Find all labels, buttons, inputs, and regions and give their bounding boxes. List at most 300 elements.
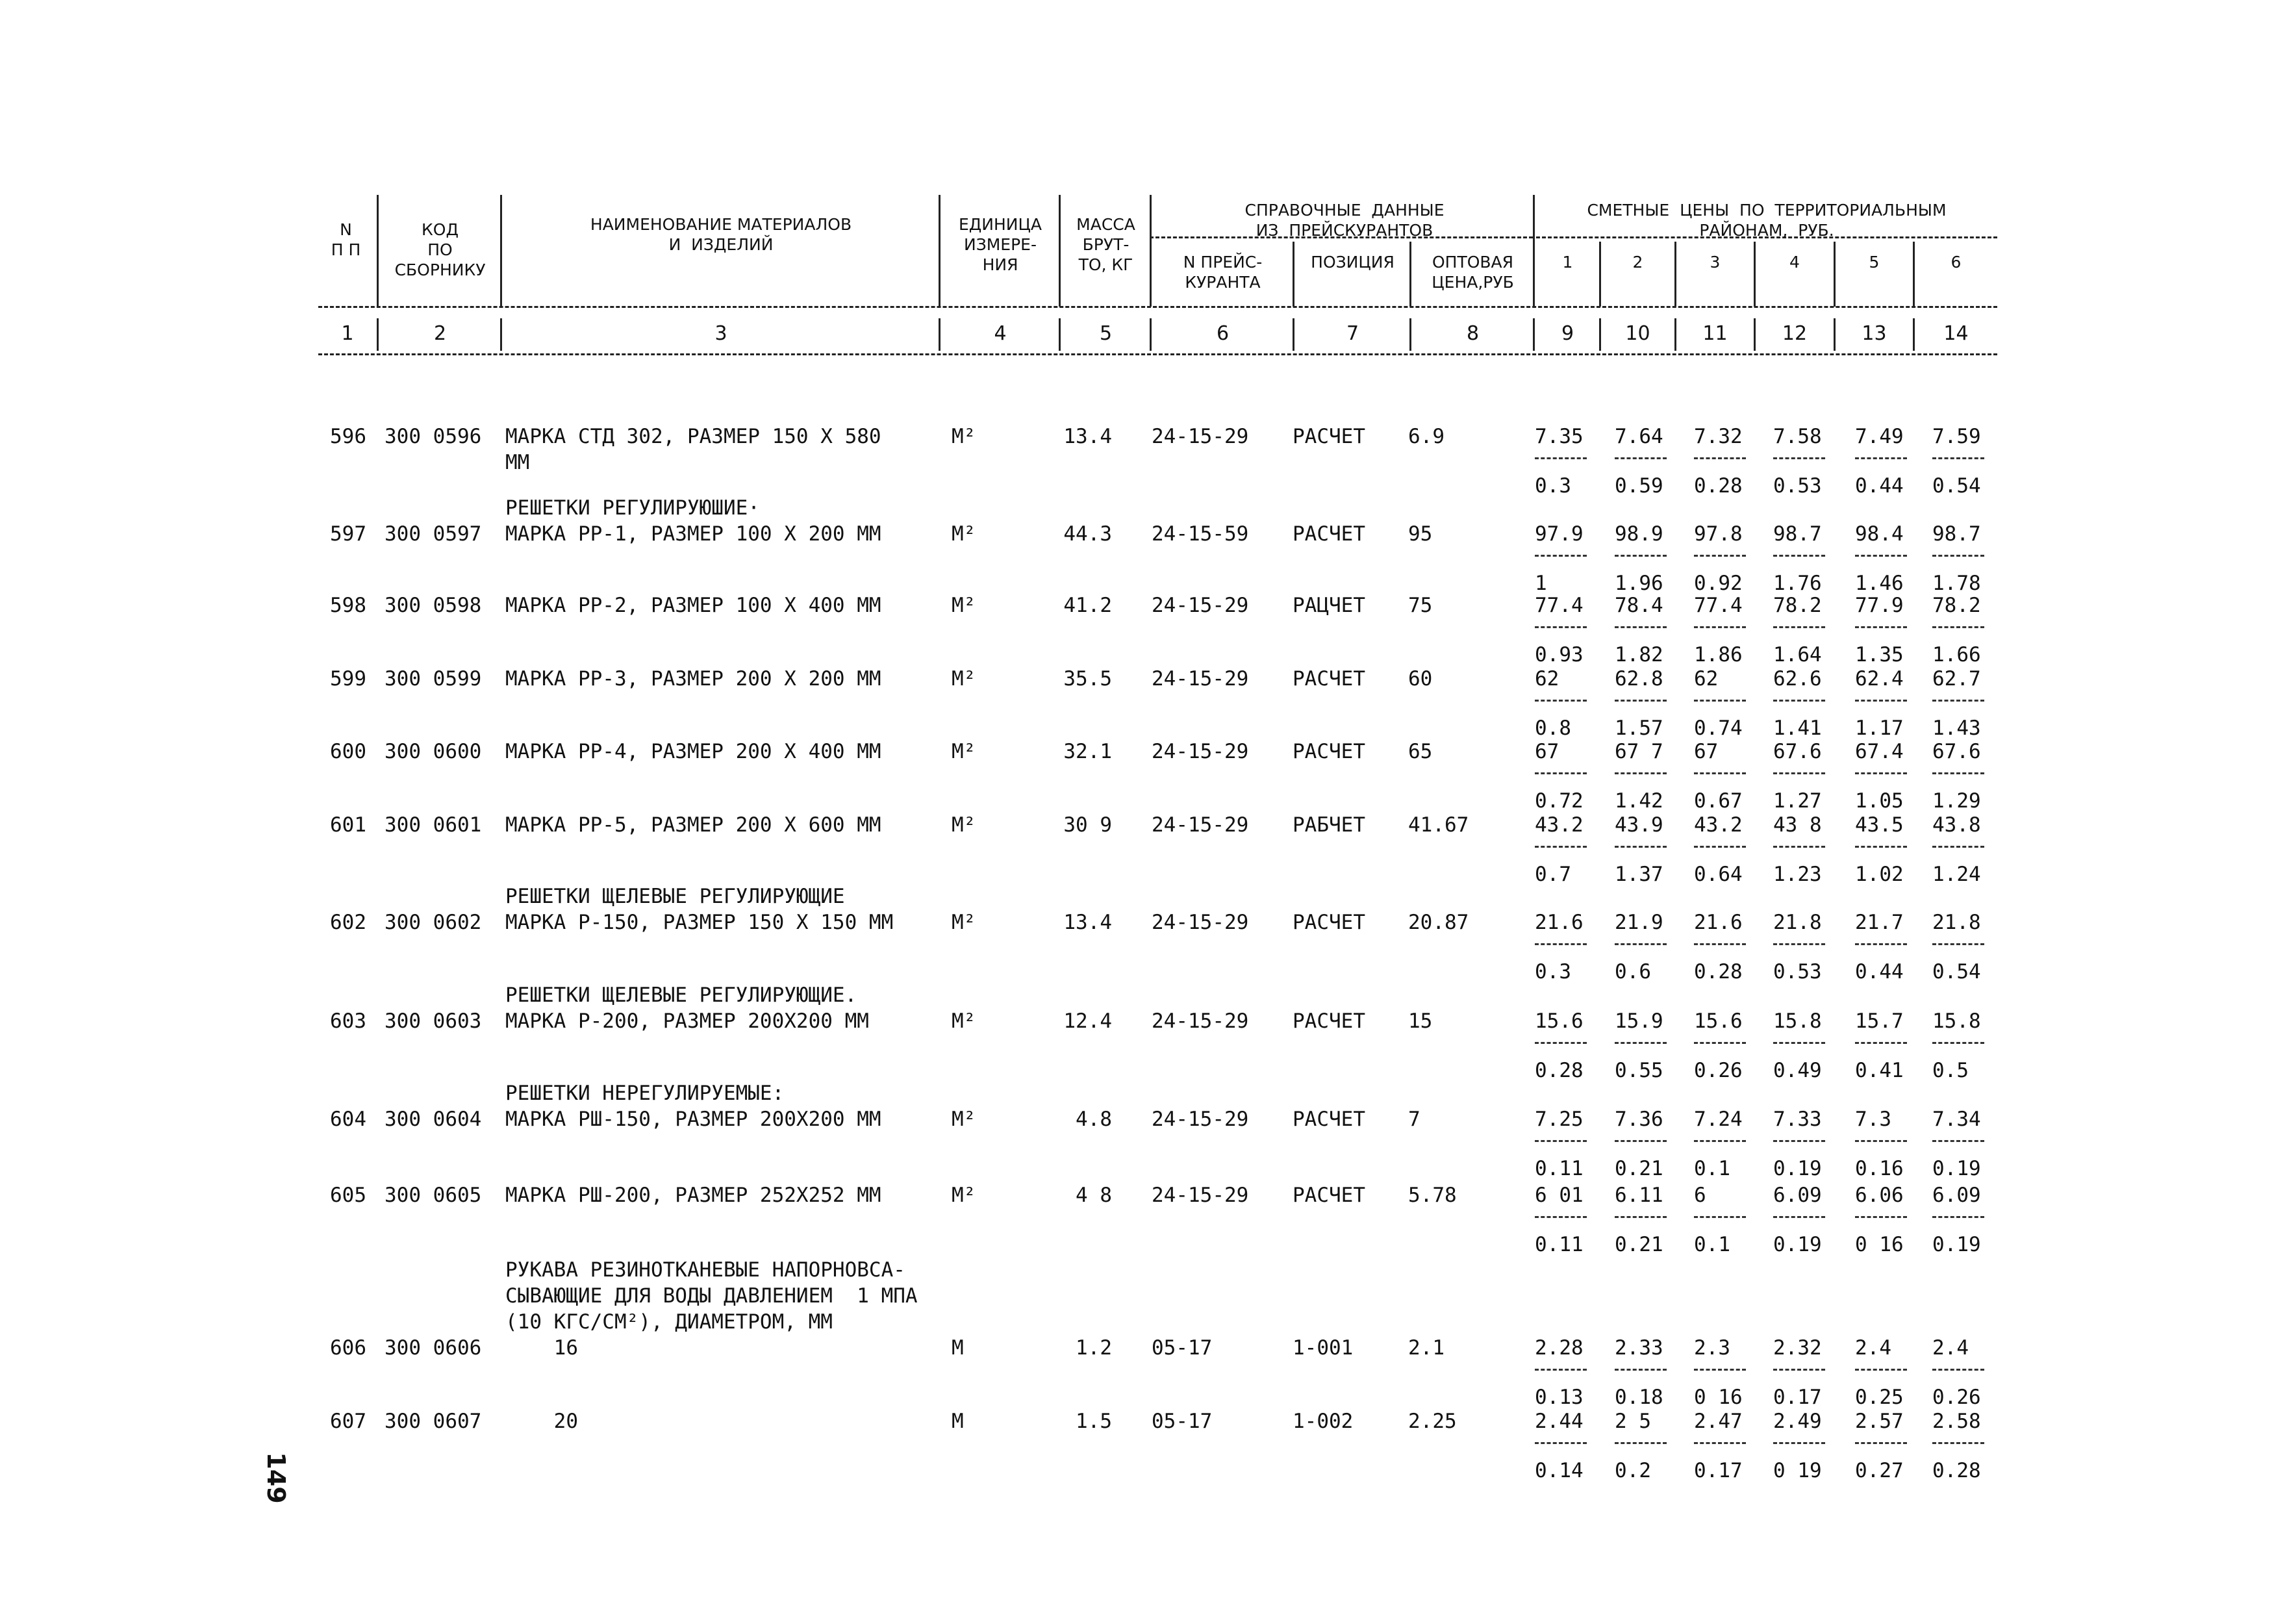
row-name: МАРКА РР-5, РАЗМЕР 200 Х 600 ММ — [505, 813, 881, 837]
row-price-district-3: 67 — [1694, 740, 1719, 763]
fraction-line — [1615, 457, 1667, 459]
column-number-8: 8 — [1466, 322, 1480, 345]
row-wage-district-4: 0.17 — [1773, 1386, 1822, 1409]
row-wage-district-2: 0.6 — [1615, 960, 1651, 983]
row-price-district-4: 7.33 — [1773, 1108, 1822, 1131]
column-number-14: 14 — [1943, 322, 1969, 345]
header-divider — [939, 195, 941, 307]
row-wage-district-5: 1.02 — [1855, 863, 1904, 886]
row-wage-district-2: 0.2 — [1615, 1459, 1651, 1482]
column-number-divider — [1409, 318, 1411, 351]
column-number-divider — [1150, 318, 1152, 351]
row-wage-district-5: 1.05 — [1855, 789, 1904, 813]
fraction-line — [1932, 700, 1984, 702]
row-price-district-5: 77.9 — [1855, 594, 1904, 617]
fraction-line — [1773, 457, 1825, 459]
row-mass: 44.3 — [1063, 522, 1112, 546]
row-wholesale-price: 2.1 — [1408, 1336, 1445, 1360]
fraction-line — [1535, 1042, 1587, 1044]
row-price-district-5: 2.4 — [1855, 1336, 1891, 1360]
row-wage-district-1: 0.28 — [1535, 1059, 1584, 1082]
row-position: 1-001 — [1293, 1336, 1354, 1360]
row-code: 300 0601 — [385, 813, 482, 837]
row-price-district-4: 2.49 — [1773, 1410, 1822, 1433]
row-position: РАСЧЕТ — [1293, 1108, 1365, 1131]
fraction-line — [1694, 700, 1746, 702]
row-unit: М — [952, 1336, 964, 1360]
fraction-line — [1535, 626, 1587, 628]
row-name: РЕШЕТКИ НЕРЕГУЛИРУЕМЫЕ: МАРКА РШ-150, РАЗМЕР 200Х200 ММ — [505, 1082, 881, 1131]
row-wage-district-3: 0.26 — [1694, 1059, 1743, 1082]
row-wage-district-4: 0.53 — [1773, 474, 1822, 498]
fraction-line — [1615, 1216, 1667, 1218]
fraction-line — [1615, 1042, 1667, 1044]
header-divider — [377, 195, 379, 307]
fraction-line — [1773, 700, 1825, 702]
column-number-1: 1 — [341, 322, 354, 345]
row-price-list: 24-15-59 — [1152, 522, 1249, 546]
row-price-district-3: 43.2 — [1694, 813, 1743, 837]
row-price-district-6: 78.2 — [1932, 594, 1981, 617]
fraction-line — [1615, 555, 1667, 557]
fraction-line — [1932, 846, 1984, 848]
row-price-list: 24-15-29 — [1152, 740, 1249, 763]
row-wage-district-4: 0.19 — [1773, 1233, 1822, 1256]
column-number-13: 13 — [1862, 322, 1887, 345]
row-price-district-1: 62 — [1535, 667, 1559, 691]
row-price-district-5: 21.7 — [1855, 911, 1904, 934]
row-code: 300 0604 — [385, 1108, 482, 1131]
row-wholesale-price: 95 — [1408, 522, 1433, 546]
row-name: 20 — [505, 1410, 578, 1433]
fraction-line — [1855, 1369, 1907, 1371]
row-unit: М² — [952, 1108, 976, 1131]
fraction-line — [1535, 1216, 1587, 1218]
row-code: 300 0607 — [385, 1410, 482, 1433]
row-position: РАСЧЕТ — [1293, 1009, 1365, 1033]
row-wage-district-5: 0.27 — [1855, 1459, 1904, 1482]
column-number-3: 3 — [714, 322, 727, 345]
row-price-district-4: 6.09 — [1773, 1184, 1822, 1207]
row-wage-district-2: 0.55 — [1615, 1059, 1663, 1082]
row-mass: 12.4 — [1063, 1009, 1112, 1033]
row-price-district-3: 97.8 — [1694, 522, 1743, 546]
row-position: РАЦЧЕТ — [1293, 594, 1365, 617]
column-number-divider — [377, 318, 379, 351]
header-position: ПОЗИЦИЯ — [1311, 253, 1395, 272]
row-wage-district-1: 1 — [1535, 572, 1547, 595]
row-wholesale-price: 6.9 — [1408, 425, 1445, 448]
row-number: 598 — [330, 594, 366, 617]
fraction-line — [1535, 1140, 1587, 1142]
fraction-line — [1932, 772, 1984, 774]
row-wage-district-6: 0.19 — [1932, 1233, 1981, 1256]
row-price-district-5: 7.3 — [1855, 1108, 1891, 1131]
row-price-district-5: 67.4 — [1855, 740, 1904, 763]
fraction-line — [1694, 1042, 1746, 1044]
row-code: 300 0602 — [385, 911, 482, 934]
row-code: 300 0600 — [385, 740, 482, 763]
row-wage-district-6: 0.5 — [1932, 1059, 1969, 1082]
row-price-district-5: 2.57 — [1855, 1410, 1904, 1433]
row-unit: М² — [952, 522, 976, 546]
row-price-district-2: 2 5 — [1615, 1410, 1651, 1433]
fraction-line — [1535, 555, 1587, 557]
row-code: 300 0605 — [385, 1184, 482, 1207]
fraction-line — [1615, 772, 1667, 774]
row-price-district-5: 7.49 — [1855, 425, 1904, 448]
fraction-line — [1855, 1216, 1907, 1218]
row-price-district-4: 7.58 — [1773, 425, 1822, 448]
column-number-11: 11 — [1702, 322, 1728, 345]
row-wage-district-6: 0.54 — [1932, 474, 1981, 498]
fraction-line — [1932, 1442, 1984, 1444]
row-wage-district-1: 0.3 — [1535, 960, 1571, 983]
row-wage-district-2: 1.82 — [1615, 643, 1663, 666]
row-number: 606 — [330, 1336, 366, 1360]
row-price-district-6: 7.34 — [1932, 1108, 1981, 1131]
fraction-line — [1694, 555, 1746, 557]
row-number: 604 — [330, 1108, 366, 1131]
header-district-3: 3 — [1710, 253, 1721, 272]
row-price-district-5: 62.4 — [1855, 667, 1904, 691]
row-wage-district-6: 0.54 — [1932, 960, 1981, 983]
row-price-district-4: 2.32 — [1773, 1336, 1822, 1360]
row-wage-district-1: 0.8 — [1535, 717, 1571, 740]
row-number: 600 — [330, 740, 366, 763]
fraction-line — [1694, 1216, 1746, 1218]
row-mass: 4.8 — [1076, 1108, 1112, 1131]
row-price-district-6: 6.09 — [1932, 1184, 1981, 1207]
row-price-district-4: 98.7 — [1773, 522, 1822, 546]
column-number-7: 7 — [1346, 322, 1359, 345]
row-unit: М² — [952, 1009, 976, 1033]
fraction-line — [1773, 1140, 1825, 1142]
row-code: 300 0597 — [385, 522, 482, 546]
header-district-4: 4 — [1789, 253, 1800, 272]
row-price-district-1: 77.4 — [1535, 594, 1584, 617]
row-price-district-2: 21.9 — [1615, 911, 1663, 934]
fraction-line — [1855, 943, 1907, 945]
row-name: РЕШЕТКИ ЩЕЛЕВЫЕ РЕГУЛИРУЮЩИЕ. МАРКА Р-200, РАЗМЕР 200Х200 ММ — [505, 983, 869, 1033]
column-numbers-rule — [318, 353, 1997, 355]
fraction-line — [1535, 943, 1587, 945]
row-wage-district-4: 0.49 — [1773, 1059, 1822, 1082]
row-code: 300 0599 — [385, 667, 482, 691]
column-number-divider — [1533, 318, 1535, 351]
row-wage-district-1: 0.11 — [1535, 1157, 1584, 1180]
row-price-district-4: 15.8 — [1773, 1009, 1822, 1033]
row-price-district-3: 15.6 — [1694, 1009, 1743, 1033]
row-unit: М — [952, 1410, 964, 1433]
fraction-line — [1855, 555, 1907, 557]
row-price-district-4: 67.6 — [1773, 740, 1822, 763]
header-district-6: 6 — [1950, 253, 1962, 272]
row-price-district-6: 15.8 — [1932, 1009, 1981, 1033]
fraction-line — [1615, 1140, 1667, 1142]
row-unit: М² — [952, 594, 976, 617]
fraction-line — [1773, 846, 1825, 848]
row-price-list: 24-15-29 — [1152, 1108, 1249, 1131]
row-wholesale-price: 7 — [1408, 1108, 1420, 1131]
fraction-line — [1773, 1042, 1825, 1044]
row-unit: М² — [952, 813, 976, 837]
row-wage-district-6: 1.29 — [1932, 789, 1981, 813]
header-divider — [1293, 242, 1294, 307]
fraction-line — [1535, 772, 1587, 774]
row-wage-district-1: 0.11 — [1535, 1233, 1584, 1256]
column-number-4: 4 — [994, 322, 1007, 345]
row-price-district-3: 7.32 — [1694, 425, 1743, 448]
row-mass: 13.4 — [1063, 911, 1112, 934]
row-wage-district-2: 1.57 — [1615, 717, 1663, 740]
header-divider — [1674, 242, 1676, 307]
row-position: РАСЧЕТ — [1293, 425, 1365, 448]
fraction-line — [1855, 846, 1907, 848]
row-price-district-3: 62 — [1694, 667, 1719, 691]
row-price-district-2: 2.33 — [1615, 1336, 1663, 1360]
row-wage-district-3: 0.74 — [1694, 717, 1743, 740]
column-number-divider — [939, 318, 941, 351]
row-code: 300 0598 — [385, 594, 482, 617]
row-price-district-2: 62.8 — [1615, 667, 1663, 691]
fraction-line — [1932, 943, 1984, 945]
row-mass: 35.5 — [1063, 667, 1112, 691]
row-wage-district-5: 0.44 — [1855, 960, 1904, 983]
fraction-line — [1932, 1042, 1984, 1044]
row-price-district-6: 62.7 — [1932, 667, 1981, 691]
row-wage-district-4: 1.76 — [1773, 572, 1822, 595]
row-wage-district-3: 0.28 — [1694, 960, 1743, 983]
row-position: РАСЧЕТ — [1293, 667, 1365, 691]
fraction-line — [1694, 772, 1746, 774]
row-price-district-1: 2.28 — [1535, 1336, 1584, 1360]
header-divider — [1409, 242, 1411, 307]
fraction-line — [1773, 1216, 1825, 1218]
header-unit: ЕДИНИЦА ИЗМЕРЕ- НИЯ — [958, 215, 1042, 274]
row-price-district-2: 78.4 — [1615, 594, 1663, 617]
row-wholesale-price: 5.78 — [1408, 1184, 1457, 1207]
row-price-list: 05-17 — [1152, 1410, 1213, 1433]
row-price-district-2: 6.11 — [1615, 1184, 1663, 1207]
fraction-line — [1932, 555, 1984, 557]
header-price-list: N ПРЕЙС- КУРАНТА — [1183, 253, 1263, 292]
row-price-district-2: 43.9 — [1615, 813, 1663, 837]
row-unit: М² — [952, 1184, 976, 1207]
row-price-district-2: 7.36 — [1615, 1108, 1663, 1131]
row-wage-district-4: 1.41 — [1773, 717, 1822, 740]
fraction-line — [1694, 1140, 1746, 1142]
row-price-district-3: 2.3 — [1694, 1336, 1730, 1360]
row-wage-district-6: 0.28 — [1932, 1459, 1981, 1482]
row-wage-district-6: 1.43 — [1932, 717, 1981, 740]
row-wage-district-4: 1.27 — [1773, 789, 1822, 813]
fraction-line — [1773, 1369, 1825, 1371]
row-wage-district-3: 0.92 — [1694, 572, 1743, 595]
row-position: РАСЧЕТ — [1293, 740, 1365, 763]
column-number-6: 6 — [1216, 322, 1230, 345]
row-code: 300 0603 — [385, 1009, 482, 1033]
fraction-line — [1615, 626, 1667, 628]
row-wage-district-1: 0.3 — [1535, 474, 1571, 498]
fraction-line — [1773, 772, 1825, 774]
row-price-list: 24-15-29 — [1152, 594, 1249, 617]
header-divider — [1059, 195, 1061, 307]
fraction-line — [1694, 846, 1746, 848]
row-price-district-3: 6 — [1694, 1184, 1706, 1207]
column-number-divider — [500, 318, 502, 351]
row-wage-district-5: 0.44 — [1855, 474, 1904, 498]
header-reference-group: СПРАВОЧНЫЕ ДАННЫЕ ИЗ ПРЕЙСКУРАНТОВ — [1244, 201, 1445, 240]
row-wholesale-price: 2.25 — [1408, 1410, 1457, 1433]
row-price-district-2: 15.9 — [1615, 1009, 1663, 1033]
header-divider — [1599, 242, 1601, 307]
row-price-district-1: 2.44 — [1535, 1410, 1584, 1433]
fraction-line — [1615, 700, 1667, 702]
header-divider — [1913, 242, 1915, 307]
row-wage-district-2: 0.18 — [1615, 1386, 1663, 1409]
row-price-district-5: 43.5 — [1855, 813, 1904, 837]
row-price-district-2: 67 7 — [1615, 740, 1663, 763]
row-mass: 4 8 — [1076, 1184, 1112, 1207]
fraction-line — [1615, 943, 1667, 945]
row-wage-district-6: 1.24 — [1932, 863, 1981, 886]
row-price-district-1: 7.25 — [1535, 1108, 1584, 1131]
fraction-line — [1535, 1369, 1587, 1371]
row-wage-district-3: 0.67 — [1694, 789, 1743, 813]
header-divider — [500, 195, 502, 307]
fraction-line — [1932, 1216, 1984, 1218]
fraction-line — [1855, 457, 1907, 459]
row-wage-district-4: 0 19 — [1773, 1459, 1822, 1482]
header-district-2: 2 — [1632, 253, 1643, 272]
row-price-district-6: 98.7 — [1932, 522, 1981, 546]
row-price-district-2: 7.64 — [1615, 425, 1663, 448]
row-wage-district-2: 1.96 — [1615, 572, 1663, 595]
column-number-divider — [1293, 318, 1294, 351]
fraction-line — [1773, 626, 1825, 628]
row-position: РАСЧЕТ — [1293, 1184, 1365, 1207]
page-number: 149 — [262, 1452, 290, 1504]
row-wage-district-4: 0.19 — [1773, 1157, 1822, 1180]
row-price-district-1: 7.35 — [1535, 425, 1584, 448]
row-wholesale-price: 15 — [1408, 1009, 1433, 1033]
row-price-list: 24-15-29 — [1152, 813, 1249, 837]
row-position: РАБЧЕТ — [1293, 813, 1365, 837]
row-wage-district-5: 1.35 — [1855, 643, 1904, 666]
row-wage-district-3: 0.17 — [1694, 1459, 1743, 1482]
row-price-district-1: 43.2 — [1535, 813, 1584, 837]
header-code: КОД ПО СБОРНИКУ — [394, 220, 486, 279]
row-wage-district-5: 1.46 — [1855, 572, 1904, 595]
row-wage-district-2: 0.59 — [1615, 474, 1663, 498]
row-wage-district-1: 0.72 — [1535, 789, 1584, 813]
row-price-district-3: 2.47 — [1694, 1410, 1743, 1433]
column-number-2: 2 — [433, 322, 447, 345]
fraction-line — [1855, 700, 1907, 702]
row-wage-district-2: 0.21 — [1615, 1157, 1663, 1180]
row-price-district-1: 21.6 — [1535, 911, 1584, 934]
fraction-line — [1535, 846, 1587, 848]
row-price-list: 05-17 — [1152, 1336, 1213, 1360]
row-number: 607 — [330, 1410, 366, 1433]
header-row-number: N П П — [331, 220, 361, 259]
row-position: 1-002 — [1293, 1410, 1354, 1433]
row-number: 599 — [330, 667, 366, 691]
row-price-district-1: 15.6 — [1535, 1009, 1584, 1033]
header-divider — [1754, 242, 1756, 307]
row-wage-district-2: 1.37 — [1615, 863, 1663, 886]
row-price-list: 24-15-29 — [1152, 1009, 1249, 1033]
fraction-line — [1855, 626, 1907, 628]
row-unit: М² — [952, 425, 976, 448]
row-price-district-3: 7.24 — [1694, 1108, 1743, 1131]
row-name: МАРКА РШ-200, РАЗМЕР 252Х252 ММ — [505, 1184, 881, 1207]
header-mass: МАССА БРУТ- ТО, КГ — [1076, 215, 1135, 274]
fraction-line — [1855, 1140, 1907, 1142]
fraction-line — [1855, 772, 1907, 774]
row-price-district-6: 21.8 — [1932, 911, 1981, 934]
row-wage-district-1: 0.14 — [1535, 1459, 1584, 1482]
row-wage-district-4: 0.53 — [1773, 960, 1822, 983]
fraction-line — [1932, 626, 1984, 628]
row-wage-district-2: 1.42 — [1615, 789, 1663, 813]
header-district-5: 5 — [1869, 253, 1880, 272]
row-mass: 13.4 — [1063, 425, 1112, 448]
fraction-line — [1694, 626, 1746, 628]
row-wage-district-6: 1.66 — [1932, 643, 1981, 666]
row-name: РУКАВА РЕЗИНОТКАНЕВЫЕ НАПОРНОВСА- СЫВАЮЩИЕ ДЛЯ ВОДЫ ДАВЛЕНИЕМ 1 МПА (10 КГС/СМ²), ДИАМЕТРОМ, ММ 16 — [505, 1258, 918, 1360]
header-wholesale-price: ОПТОВАЯ ЦЕНА,РУБ — [1432, 253, 1514, 292]
fraction-line — [1615, 1369, 1667, 1371]
row-wage-district-1: 0.7 — [1535, 863, 1571, 886]
row-number: 603 — [330, 1009, 366, 1033]
fraction-line — [1855, 1042, 1907, 1044]
row-position: РАСЧЕТ — [1293, 911, 1365, 934]
row-unit: М² — [952, 911, 976, 934]
row-wage-district-3: 0.28 — [1694, 474, 1743, 498]
row-price-district-5: 98.4 — [1855, 522, 1904, 546]
fraction-line — [1773, 943, 1825, 945]
row-wage-district-5: 1.17 — [1855, 717, 1904, 740]
row-wholesale-price: 75 — [1408, 594, 1433, 617]
row-mass: 41.2 — [1063, 594, 1112, 617]
row-unit: М² — [952, 667, 976, 691]
row-name: РЕШЕТКИ ЩЕЛЕВЫЕ РЕГУЛИРУЮЩИЕ МАРКА Р-150, РАЗМЕР 150 Х 150 ММ — [505, 885, 894, 934]
fraction-line — [1694, 1442, 1746, 1444]
row-name: МАРКА РР-4, РАЗМЕР 200 Х 400 ММ — [505, 740, 881, 763]
row-price-district-1: 6 01 — [1535, 1184, 1584, 1207]
row-mass: 30 9 — [1063, 813, 1112, 837]
row-mass: 1.5 — [1076, 1410, 1112, 1433]
row-code: 300 0596 — [385, 425, 482, 448]
row-price-list: 24-15-29 — [1152, 911, 1249, 934]
row-price-district-1: 67 — [1535, 740, 1559, 763]
row-wage-district-5: 0 16 — [1855, 1233, 1904, 1256]
row-price-district-3: 77.4 — [1694, 594, 1743, 617]
column-number-divider — [1059, 318, 1061, 351]
fraction-line — [1694, 1369, 1746, 1371]
row-price-district-3: 21.6 — [1694, 911, 1743, 934]
row-code: 300 0606 — [385, 1336, 482, 1360]
row-wholesale-price: 60 — [1408, 667, 1433, 691]
row-mass: 32.1 — [1063, 740, 1112, 763]
row-wage-district-3: 0.64 — [1694, 863, 1743, 886]
row-number: 597 — [330, 522, 366, 546]
row-number: 601 — [330, 813, 366, 837]
row-wholesale-price: 65 — [1408, 740, 1433, 763]
row-name: МАРКА РР-3, РАЗМЕР 200 Х 200 ММ — [505, 667, 881, 691]
